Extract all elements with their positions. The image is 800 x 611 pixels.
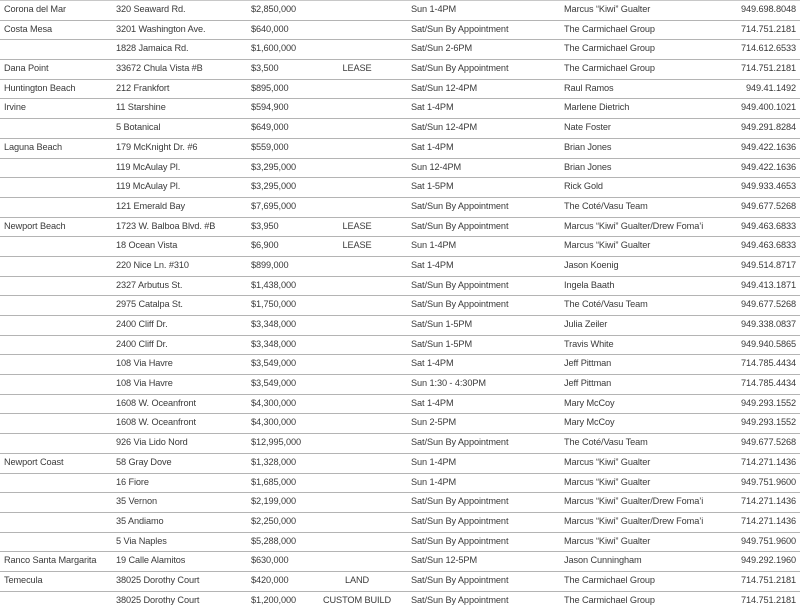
price-cell: $3,348,000 <box>251 338 296 349</box>
price-cell: $3,295,000 <box>251 161 296 172</box>
agent-cell: Rick Gold <box>564 181 603 192</box>
phone-cell: 949.677.5268 <box>740 299 796 310</box>
phone-cell: 949.940.5865 <box>740 338 796 349</box>
address-cell: 2327 Arbutus St. <box>116 279 183 290</box>
price-cell: $559,000 <box>251 141 289 152</box>
phone-cell: 714.751.2181 <box>740 594 796 605</box>
address-cell: 1828 Jamaica Rd. <box>116 43 189 54</box>
agent-cell: Mary McCoy <box>564 417 615 428</box>
phone-cell: 949.338.0837 <box>740 319 796 329</box>
open-house-hours-cell: Sat/Sun By Appointment <box>411 23 509 34</box>
address-cell: 58 Gray Dove <box>116 456 172 467</box>
open-house-hours-cell: Sun 1-4PM <box>411 240 457 251</box>
phone-cell: 714.612.6533 <box>740 43 796 54</box>
table-row <box>0 217 800 237</box>
phone-cell: 949.400.1021 <box>740 102 796 113</box>
price-cell: $630,000 <box>251 555 289 566</box>
listing-type-cell: LEASE <box>342 220 372 231</box>
price-cell: $3,348,000 <box>251 319 296 329</box>
table-row <box>0 39 800 59</box>
price-cell: $3,950 <box>251 220 279 231</box>
price-cell: $3,549,000 <box>251 378 296 389</box>
table-row <box>0 394 800 414</box>
price-cell: $1,600,000 <box>251 43 296 54</box>
table-row <box>0 413 800 433</box>
table-row <box>0 158 800 178</box>
city-cell: Irvine <box>4 102 26 113</box>
city-cell: Costa Mesa <box>4 23 53 34</box>
open-house-hours-cell: Sat/Sun By Appointment <box>411 63 509 74</box>
open-house-hours-cell: Sat/Sun By Appointment <box>411 515 509 526</box>
table-row <box>0 295 800 315</box>
phone-cell: 949.514.8717 <box>740 259 796 270</box>
address-cell: 119 McAulay Pl. <box>116 161 181 172</box>
price-cell: $6,900 <box>251 240 279 251</box>
address-cell: 220 Nice Ln. #310 <box>116 259 189 270</box>
table-row <box>0 492 800 512</box>
phone-cell: 949.422.1636 <box>740 141 796 152</box>
address-cell: 18 Ocean Vista <box>116 240 178 251</box>
table-row <box>0 591 800 611</box>
table-row <box>0 453 800 473</box>
open-house-hours-cell: Sat 1-4PM <box>411 397 454 408</box>
table-row <box>0 197 800 217</box>
address-cell: 35 Andiamo <box>116 515 164 526</box>
agent-cell: The Carmichael Group <box>564 43 655 54</box>
address-cell: 1723 W. Balboa Blvd. #B <box>116 220 216 231</box>
address-cell: 108 Via Havre <box>116 378 173 389</box>
open-house-hours-cell: Sun 1-4PM <box>411 476 457 487</box>
address-cell: 2975 Catalpa St. <box>116 299 183 310</box>
open-house-hours-cell: Sat/Sun By Appointment <box>411 594 509 605</box>
phone-cell: 949.751.9600 <box>740 535 796 546</box>
city-cell: Dana Point <box>4 63 49 74</box>
open-house-hours-cell: Sat/Sun 12-5PM <box>411 555 478 566</box>
agent-cell: Jason Koenig <box>564 259 619 270</box>
table-row <box>0 138 800 158</box>
open-house-hours-cell: Sat/Sun By Appointment <box>411 279 509 290</box>
address-cell: 1608 W. Oceanfront <box>116 417 196 428</box>
listing-type-cell: CUSTOM BUILD <box>322 594 392 605</box>
price-cell: $4,300,000 <box>251 397 296 408</box>
phone-cell: 949.413.1871 <box>740 279 796 290</box>
phone-cell: 949.677.5268 <box>740 200 796 211</box>
price-cell: $649,000 <box>251 122 289 133</box>
price-cell: $1,328,000 <box>251 456 296 467</box>
open-house-hours-cell: Sat 1-4PM <box>411 141 454 152</box>
table-row <box>0 59 800 79</box>
open-house-hours-cell: Sun 12-4PM <box>411 161 462 172</box>
open-house-hours-cell: Sun 1-4PM <box>411 456 457 467</box>
price-cell: $640,000 <box>251 23 289 34</box>
price-cell: $2,199,000 <box>251 496 296 507</box>
agent-cell: The Coté/Vasu Team <box>564 299 648 310</box>
table-row <box>0 276 800 296</box>
agent-cell: Marlene Dietrich <box>564 102 630 113</box>
price-cell: $2,850,000 <box>251 4 296 14</box>
phone-cell: 949.41.1492 <box>746 82 796 93</box>
agent-cell: The Carmichael Group <box>564 574 655 585</box>
address-cell: 19 Calle Alamitos <box>116 555 186 566</box>
open-house-hours-cell: Sat/Sun By Appointment <box>411 220 509 231</box>
table-row <box>0 118 800 138</box>
city-cell: Ranco Santa Margarita <box>4 555 97 566</box>
open-house-hours-cell: Sat 1-4PM <box>411 358 454 369</box>
price-cell: $7,695,000 <box>251 200 296 211</box>
table-row <box>0 512 800 532</box>
open-house-hours-cell: Sat/Sun By Appointment <box>411 437 509 448</box>
table-row <box>0 0 800 20</box>
phone-cell: 714.751.2181 <box>740 574 796 585</box>
phone-cell: 949.463.6833 <box>740 240 796 251</box>
table-row <box>0 315 800 335</box>
phone-cell: 949.293.1552 <box>740 397 796 408</box>
price-cell: $1,200,000 <box>251 594 296 605</box>
agent-cell: Ingela Baath <box>564 279 615 290</box>
agent-cell: The Coté/Vasu Team <box>564 437 648 448</box>
address-cell: 320 Seaward Rd. <box>116 4 186 14</box>
phone-cell: 714.785.4434 <box>740 358 796 369</box>
city-cell: Huntington Beach <box>4 82 76 93</box>
phone-cell: 949.698.8048 <box>740 4 796 14</box>
agent-cell: Marcus “Kiwi” Gualter/Drew Foma’i <box>564 515 704 526</box>
address-cell: 2400 Cliff Dr. <box>116 319 168 329</box>
address-cell: 119 McAulay Pl. <box>116 181 181 192</box>
agent-cell: Jeff Pittman <box>564 378 612 389</box>
listing-type-cell: LEASE <box>342 63 372 74</box>
open-house-hours-cell: Sat/Sun By Appointment <box>411 299 509 310</box>
phone-cell: 714.271.1436 <box>740 496 796 507</box>
table-row <box>0 473 800 493</box>
price-cell: $12,995,000 <box>251 437 301 448</box>
price-cell: $2,250,000 <box>251 515 296 526</box>
open-house-hours-cell: Sat 1-4PM <box>411 102 454 113</box>
price-cell: $5,288,000 <box>251 535 296 546</box>
address-cell: 38025 Dorothy Court <box>116 594 200 605</box>
address-cell: 5 Botanical <box>116 122 161 133</box>
phone-cell: 949.677.5268 <box>740 437 796 448</box>
table-row <box>0 551 800 571</box>
open-house-hours-cell: Sat 1-5PM <box>411 181 454 192</box>
phone-cell: 949.933.4653 <box>740 181 796 192</box>
agent-cell: The Carmichael Group <box>564 23 655 34</box>
open-house-hours-cell: Sat 1-4PM <box>411 259 454 270</box>
price-cell: $1,438,000 <box>251 279 296 290</box>
open-house-hours-cell: Sat/Sun By Appointment <box>411 496 509 507</box>
agent-cell: Marcus “Kiwi” Gualter <box>564 476 651 487</box>
open-house-hours-cell: Sat/Sun 12-4PM <box>411 82 478 93</box>
agent-cell: Marcus “Kiwi” Gualter/Drew Foma’i <box>564 220 704 231</box>
table-row <box>0 374 800 394</box>
phone-cell: 714.751.2181 <box>740 23 796 34</box>
open-house-hours-cell: Sat/Sun By Appointment <box>411 574 509 585</box>
agent-cell: Marcus “Kiwi” Gualter/Drew Foma’i <box>564 496 704 507</box>
phone-cell: 949.291.8284 <box>740 122 796 133</box>
phone-cell: 949.751.9600 <box>740 476 796 487</box>
price-cell: $1,685,000 <box>251 476 296 487</box>
table-row <box>0 532 800 552</box>
address-cell: 35 Vernon <box>116 496 157 507</box>
open-house-hours-cell: Sun 2-5PM <box>411 417 457 428</box>
agent-cell: Nate Foster <box>564 122 611 133</box>
city-cell: Temecula <box>4 574 43 585</box>
table-row <box>0 236 800 256</box>
table-row <box>0 571 800 591</box>
open-house-hours-cell: Sat/Sun By Appointment <box>411 535 509 546</box>
agent-cell: Raul Ramos <box>564 82 614 93</box>
table-row <box>0 335 800 355</box>
agent-cell: Marcus “Kiwi” Gualter <box>564 4 651 14</box>
price-cell: $3,295,000 <box>251 181 296 192</box>
address-cell: 11 Starshine <box>116 102 166 113</box>
price-cell: $420,000 <box>251 574 289 585</box>
phone-cell: 714.271.1436 <box>740 515 796 526</box>
open-house-hours-cell: Sun 1:30 - 4:30PM <box>411 378 486 389</box>
price-cell: $3,549,000 <box>251 358 296 369</box>
listing-type-cell: LEASE <box>342 240 372 251</box>
price-cell: $3,500 <box>251 63 279 74</box>
phone-cell: 714.751.2181 <box>740 63 796 74</box>
agent-cell: Jason Cunningham <box>564 555 642 566</box>
address-cell: 179 McKnight Dr. #6 <box>116 141 198 152</box>
city-cell: Corona del Mar <box>4 4 66 14</box>
agent-cell: Marcus “Kiwi” Gualter <box>564 456 651 467</box>
open-house-hours-cell: Sat/Sun By Appointment <box>411 200 509 211</box>
agent-cell: Travis White <box>564 338 614 349</box>
price-cell: $594,900 <box>251 102 289 113</box>
address-cell: 121 Emerald Bay <box>116 200 185 211</box>
agent-cell: The Carmichael Group <box>564 594 655 605</box>
price-cell: $4,300,000 <box>251 417 296 428</box>
address-cell: 926 Via Lido Nord <box>116 437 188 448</box>
address-cell: 5 Via Naples <box>116 535 167 546</box>
table-row <box>0 20 800 40</box>
open-house-hours-cell: Sat/Sun 2-6PM <box>411 43 473 54</box>
table-row <box>0 433 800 453</box>
agent-cell: The Carmichael Group <box>564 63 655 74</box>
agent-cell: Jeff Pittman <box>564 358 612 369</box>
address-cell: 108 Via Havre <box>116 358 173 369</box>
address-cell: 1608 W. Oceanfront <box>116 397 196 408</box>
table-row <box>0 79 800 99</box>
agent-cell: Mary McCoy <box>564 397 615 408</box>
open-house-hours-cell: Sun 1-4PM <box>411 4 457 14</box>
phone-cell: 949.463.6833 <box>740 220 796 231</box>
address-cell: 2400 Cliff Dr. <box>116 338 168 349</box>
agent-cell: Julia Zeiler <box>564 319 608 329</box>
agent-cell: Marcus “Kiwi” Gualter <box>564 535 651 546</box>
listing-type-cell: LAND <box>344 574 370 585</box>
table-row <box>0 177 800 197</box>
city-cell: Newport Beach <box>4 220 66 231</box>
table-row <box>0 98 800 118</box>
price-cell: $1,750,000 <box>251 299 296 310</box>
open-house-hours-cell: Sat/Sun 1-5PM <box>411 319 473 329</box>
address-cell: 212 Frankfort <box>116 82 170 93</box>
price-cell: $895,000 <box>251 82 289 93</box>
phone-cell: 714.785.4434 <box>740 378 796 389</box>
city-cell: Laguna Beach <box>4 141 63 152</box>
address-cell: 16 Fiore <box>116 476 149 487</box>
address-cell: 38025 Dorothy Court <box>116 574 200 585</box>
phone-cell: 949.292.1960 <box>740 555 796 566</box>
phone-cell: 949.293.1552 <box>740 417 796 428</box>
table-row <box>0 256 800 276</box>
agent-cell: Marcus “Kiwi” Gualter <box>564 240 651 251</box>
city-cell: Newport Coast <box>4 456 64 467</box>
open-house-hours-cell: Sat/Sun 12-4PM <box>411 122 478 133</box>
address-cell: 3201 Washington Ave. <box>116 23 206 34</box>
agent-cell: Brian Jones <box>564 161 612 172</box>
address-cell: 33672 Chula Vista #B <box>116 63 203 74</box>
agent-cell: The Coté/Vasu Team <box>564 200 648 211</box>
table-row <box>0 354 800 374</box>
phone-cell: 714.271.1436 <box>740 456 796 467</box>
agent-cell: Brian Jones <box>564 141 612 152</box>
price-cell: $899,000 <box>251 259 289 270</box>
open-house-hours-cell: Sat/Sun 1-5PM <box>411 338 473 349</box>
phone-cell: 949.422.1636 <box>740 161 796 172</box>
